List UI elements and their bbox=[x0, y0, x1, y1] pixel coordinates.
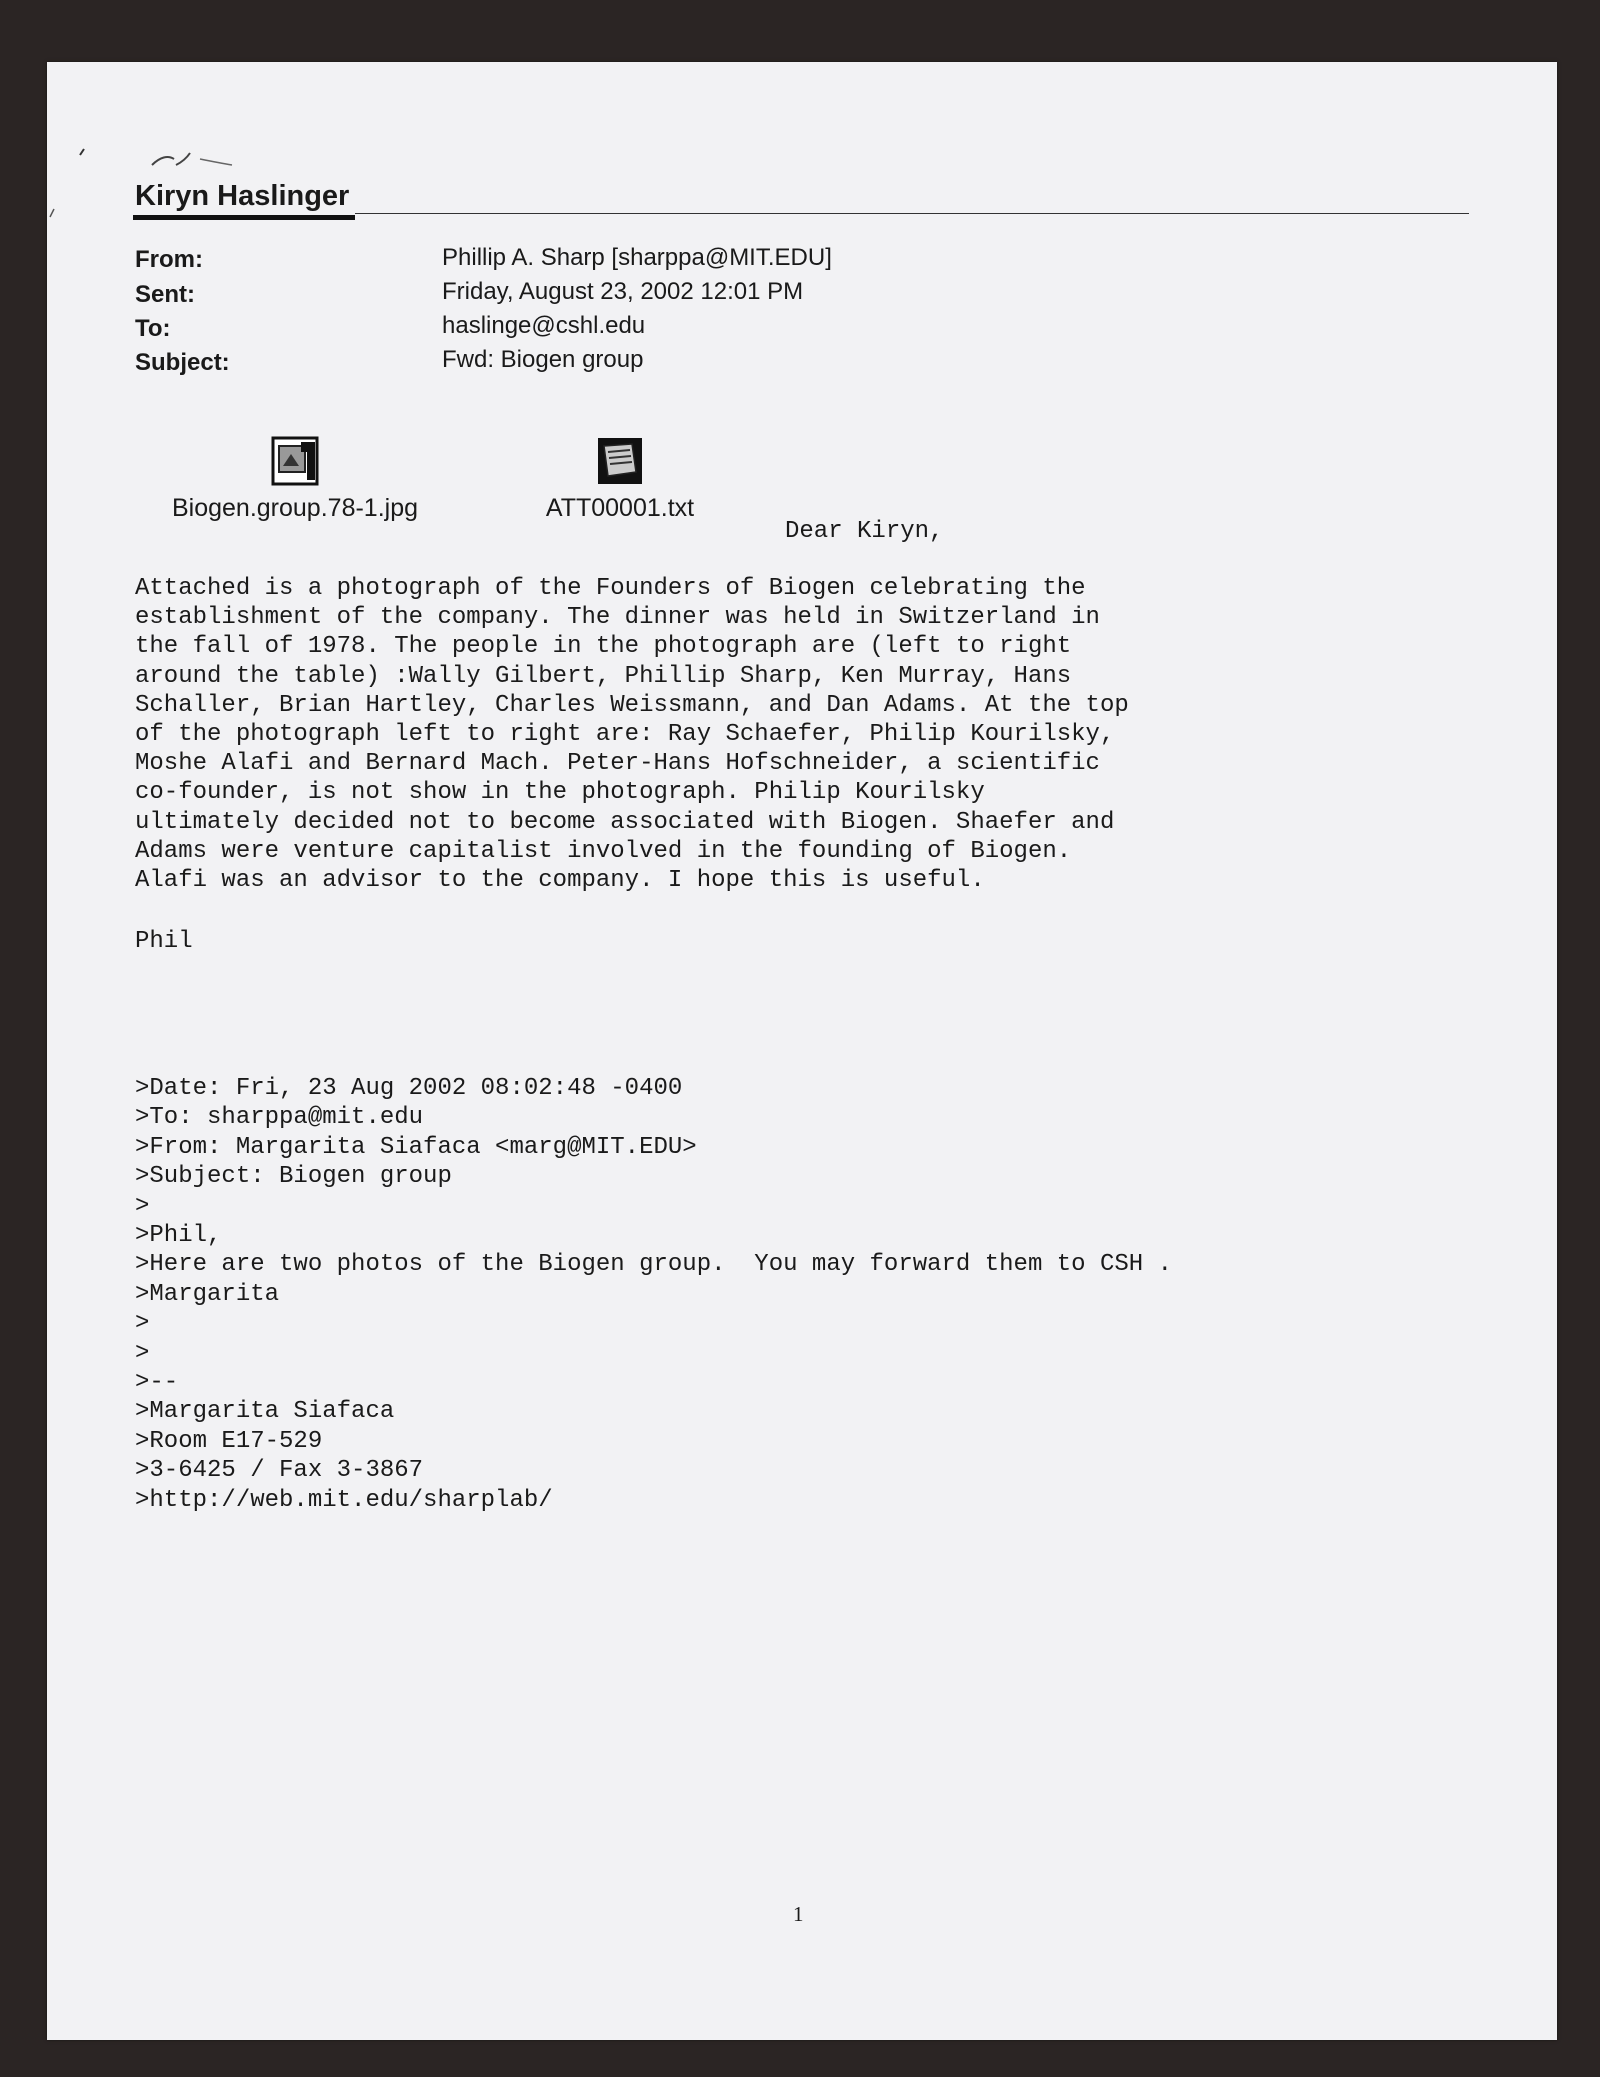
forwarded-line: >Margarita Siafaca bbox=[135, 1398, 395, 1426]
forwarded-line: >Phil, bbox=[135, 1222, 222, 1250]
greeting: Dear Kiryn, bbox=[785, 518, 944, 545]
to-label: To: bbox=[135, 315, 171, 342]
recipient-header-name: Kiryn Haslinger bbox=[135, 180, 350, 212]
document-page bbox=[47, 62, 1557, 2040]
sent-value: Friday, August 23, 2002 12:01 PM bbox=[442, 278, 804, 305]
forwarded-message bbox=[135, 1074, 1172, 1515]
from-label: From: bbox=[135, 246, 203, 273]
forwarded-line: >From: Margarita Siafaca <marg@MIT.EDU> bbox=[135, 1133, 697, 1161]
attachment-filename: ATT00001.txt bbox=[545, 494, 695, 522]
forwarded-line: >Subject: Biogen group bbox=[135, 1163, 452, 1191]
attachment-txt[interactable] bbox=[520, 436, 720, 523]
attachment-filename: Biogen.group.78-1.jpg bbox=[171, 494, 419, 522]
forwarded-line: >Margarita bbox=[135, 1280, 280, 1308]
attachment-jpg[interactable] bbox=[160, 436, 430, 523]
text-file-icon bbox=[596, 436, 644, 486]
signature: Phil bbox=[135, 928, 193, 955]
forwarded-line: >-- bbox=[135, 1369, 179, 1397]
forwarded-line: >Date: Fri, 23 Aug 2002 08:02:48 -0400 bbox=[135, 1075, 683, 1102]
forwarded-line: > bbox=[135, 1192, 150, 1220]
sent-label: Sent: bbox=[135, 281, 195, 308]
forwarded-line: >To: sharppa@mit.edu bbox=[135, 1104, 424, 1132]
subject-value: Fwd: Biogen group bbox=[442, 346, 644, 373]
forwarded-line: >Here are two photos of the Biogen group. You may forward them to CSH . bbox=[135, 1251, 1172, 1279]
forwarded-line: >http://web.mit.edu/sharplab/ bbox=[135, 1486, 553, 1514]
forwarded-line: > bbox=[135, 1310, 150, 1338]
page-number: 1 bbox=[793, 1902, 804, 1926]
forwarded-line: >3-6425 / Fax 3-3867 bbox=[135, 1457, 424, 1485]
from-value: Phillip A. Sharp [sharppa@MIT.EDU] bbox=[442, 244, 832, 271]
header-underline-bar bbox=[133, 215, 355, 220]
forwarded-line: >Room E17-529 bbox=[135, 1427, 323, 1455]
image-file-icon bbox=[271, 436, 319, 486]
subject-label: Subject: bbox=[135, 349, 230, 376]
forwarded-line: > bbox=[135, 1339, 150, 1367]
header-divider bbox=[355, 213, 1469, 214]
message-body: Attached is a photograph of the Founders of Biogen celebrating the establishment of the company. The dinner was held in Switzerland in the fall of 1978. The people in the photograph are (left to right around the table) :Wally Gilbert, Phillip Sharp, Ken Murray, Hans Schaller, Brian Hartley, Charles Weissmann, and Dan Adams. At the top of the photograph left to right are: Ray Schaefer, Philip Kourilsky, Moshe Alafi and Bernard Mach. Peter-Hans Hofschneider, a scientific co-founder, is not show in the photograph. Philip Kourilsky ultimately decided not to become associated with Biogen. Shaefer and Adams were venture capitalist involved in the founding of Biogen. Alafi was an advisor to the company. I hope this is useful. bbox=[135, 575, 1129, 895]
to-value: haslinge@cshl.edu bbox=[442, 312, 646, 339]
